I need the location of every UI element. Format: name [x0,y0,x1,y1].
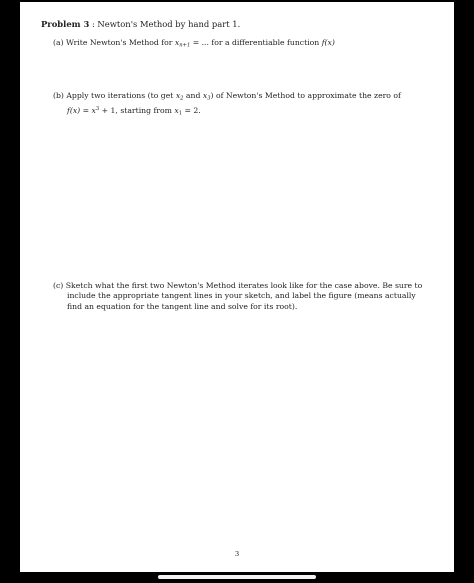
part-c-line-2: include the appropriate tangent lines in your sketch, and label the figure (means actually [67,291,416,301]
problem-title: : Newton's Method by hand part 1. [91,19,241,29]
part-b-line-2: $f(x) = x^3 + 1$, starting from $x_1 = 2$. [67,105,201,117]
part-a-text-before: Write Newton's Method for [66,38,173,47]
part-a-label: (a) [53,38,64,47]
part-b [53,91,401,119]
part-a-function: f(x) [321,38,335,47]
part-c [53,281,422,312]
part-c-line-1: (c) Sketch what the first two Newton's Method iterates look like for the case above. Be sure to [53,281,423,290]
document-page [20,2,454,572]
page-number: 3 [234,550,240,558]
problem-label: Problem 3 [41,19,90,29]
part-a-text-mid: = ... for a differentiable function [192,38,320,47]
home-indicator[interactable] [158,575,316,579]
part-a-var: $x_{n+1}$ [174,38,191,49]
part-a [53,38,335,51]
problem-heading [41,19,240,29]
part-b-line-1: (b) Apply two iterations (to get $x_2$ and $x_3$) of Newton's Method to approximate the zero of [53,91,401,102]
part-c-line-3: find an equation for the tangent line and solve for its root). [67,301,298,311]
